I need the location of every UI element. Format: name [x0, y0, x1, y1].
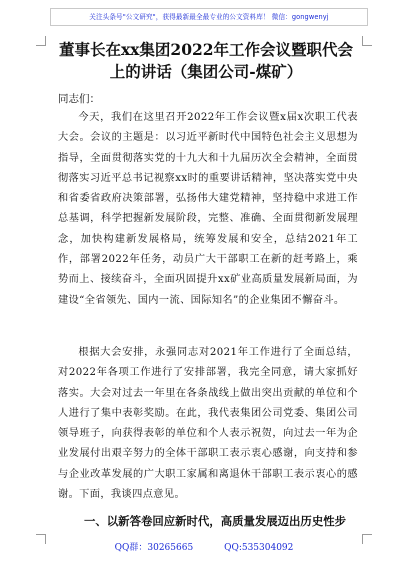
- paragraph-opening: 今天，我们在这里召开2022年工作会议暨x届x次职工代表大会。会议的主题是：以习近平新时代中国特色社会主义思想为指导，全面贯彻落实党的十九大和十九届历次全会精神，全面贯彻落实习近平总书记视察xx时的重要讲话精神，坚决落实党中央和省委省政府决策部署，弘扬伟大建党精神，坚持稳中求进工作总基调，科学把握新发展阶段，完整、准确、全面贯彻新发展理念，加快构建新发展格局，统筹发展和安全，总结2021年工作，部署2022年任务，动员广大干部职工在新的赶考路上，乘势而上、接续奋斗，全面巩固提升xx矿业高质量发展新局面，为建设“全省领先、国内一流、国际知名”的企业集团不懈奋斗。: [58, 112, 358, 306]
- section-heading: 一、以新答卷回应新时代，高质量发展迈出历史性步: [84, 514, 346, 528]
- promo-banner: 关注头条号"公文研究"，获得最新最全最专业的公文资料库！ 微信：gongwenyj: [50, 8, 368, 26]
- footer-contact: [0, 540, 408, 553]
- salutation: 同志们：: [58, 93, 100, 105]
- footer-qq: QQ:535304092: [224, 543, 294, 553]
- paragraph-thanks: 根据大会安排，永强同志对2021年工作进行了全面总结，对2022年各项工作进行了安排部署，我完全同意，请大家抓好落实。大会对过去一年里在各条战线上做出突出贡献的单位和个人进行了集中表彰奖励。在此，我代表集团公司党委、集团公司领导班子，向获得表彰的单位和个人表示祝贺，向过去一年为企业发展付出艰辛努力的全体干部职工表示衷心感谢，向支持和参与企业改革发展的广大职工家属和离退休干部职工表示衷心的感谢。下面，我谈四点意见。: [58, 347, 358, 501]
- document-title-line-1: 董事长在xx集团2022年工作会议暨职代会: [58, 40, 354, 59]
- footer-qq-group: QQ群：30265665: [114, 543, 194, 553]
- crop-mark-top-left: [36, 36, 46, 46]
- document-title-line-2: 上的讲话（集团公司-煤矿）: [109, 62, 303, 81]
